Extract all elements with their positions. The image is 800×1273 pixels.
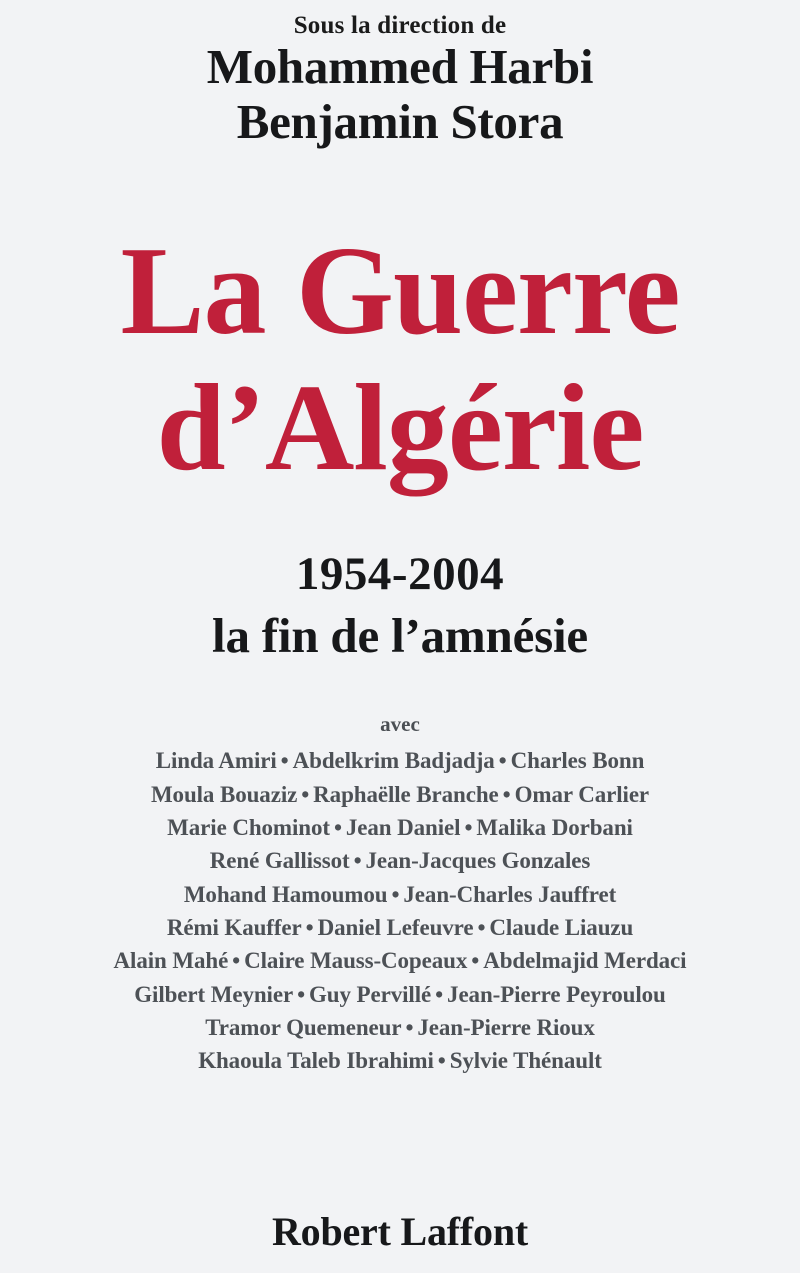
bullet-separator-icon: • — [502, 781, 511, 807]
contributor-name: Rémi Kauffer — [166, 914, 302, 940]
contributor-name: Omar Carlier — [514, 781, 650, 807]
book-title — [0, 221, 800, 497]
title-line-1: La Guerre — [120, 221, 680, 361]
contributors-label: avec — [380, 712, 420, 737]
bullet-separator-icon: • — [232, 948, 241, 974]
contributor-name: Abdelmajid Merdaci — [483, 948, 687, 974]
contributor-name: Claude Liauzu — [489, 914, 634, 940]
bullet-separator-icon: • — [405, 1014, 414, 1040]
editor-name-1: Mohammed Harbi — [206, 39, 594, 94]
bullet-separator-icon: • — [471, 948, 480, 974]
bullet-separator-icon: • — [498, 748, 507, 774]
contributors-line — [0, 1011, 800, 1044]
contributors-line — [0, 944, 800, 977]
subtitle-text: la fin de l’amnésie — [212, 608, 588, 664]
contributor-name: Linda Amiri — [155, 748, 277, 774]
contributor-name: Daniel Lefeuvre — [317, 914, 474, 940]
contributor-name: René Gallissot — [209, 848, 350, 874]
contributor-name: Jean-Jacques Gonzales — [365, 848, 591, 874]
bullet-separator-icon: • — [297, 981, 306, 1007]
contributor-name: Jean-Charles Jauffret — [403, 881, 617, 907]
bullet-separator-icon: • — [435, 981, 444, 1007]
title-line-2: d’Algérie — [156, 359, 644, 497]
contributor-name: Abdelkrim Badjadja — [292, 748, 495, 774]
book-subtitle — [0, 547, 800, 664]
bullet-separator-icon: • — [477, 914, 486, 940]
contributor-name: Marie Chominot — [167, 814, 330, 840]
bullet-separator-icon: • — [464, 814, 473, 840]
contributor-name: Tramor Quemeneur — [205, 1014, 402, 1040]
bullet-separator-icon: • — [391, 881, 400, 907]
contributors-line — [0, 778, 800, 811]
contributor-name: Sylvie Thénault — [449, 1048, 602, 1074]
contributors-line — [0, 1044, 800, 1077]
contributor-name: Jean-Pierre Peyroulou — [447, 981, 666, 1007]
contributor-name: Moula Bouaziz — [150, 781, 298, 807]
contributor-name: Charles Bonn — [510, 748, 645, 774]
contributor-name: Jean-Pierre Rioux — [417, 1014, 595, 1040]
bullet-separator-icon: • — [333, 814, 342, 840]
contributor-name: Guy Pervillé — [309, 981, 432, 1007]
contributors-line — [0, 878, 800, 911]
direction-block — [0, 12, 800, 150]
contributor-name: Raphaëlle Branche — [313, 781, 499, 807]
contributor-name: Malika Dorbani — [476, 814, 633, 840]
contributors-line — [0, 744, 800, 777]
direction-label: Sous la direction de — [293, 12, 507, 39]
contributors-list — [0, 744, 800, 1077]
contributor-name: Khaoula Taleb Ibrahimi — [198, 1048, 434, 1074]
bullet-separator-icon: • — [305, 914, 314, 940]
editor-name-2: Benjamin Stora — [236, 93, 564, 149]
contributors-line — [0, 844, 800, 877]
publisher-name: Robert Laffont — [271, 1209, 529, 1254]
contributor-name: Alain Mahé — [113, 948, 229, 974]
contributor-name: Gilbert Meynier — [134, 981, 294, 1007]
contributors-line — [0, 811, 800, 844]
subtitle-dates: 1954-2004 — [295, 548, 505, 601]
contributors-line — [0, 911, 800, 944]
contributor-name: Claire Mauss-Copeaux — [244, 948, 468, 974]
contributor-name: Jean Daniel — [345, 814, 461, 840]
bullet-separator-icon: • — [301, 781, 310, 807]
bullet-separator-icon: • — [353, 848, 362, 874]
bullet-separator-icon: • — [280, 748, 289, 774]
bullet-separator-icon: • — [437, 1048, 446, 1074]
contributors-block — [0, 712, 800, 1077]
contributors-line — [0, 978, 800, 1011]
contributor-name: Mohand Hamoumou — [183, 881, 388, 907]
